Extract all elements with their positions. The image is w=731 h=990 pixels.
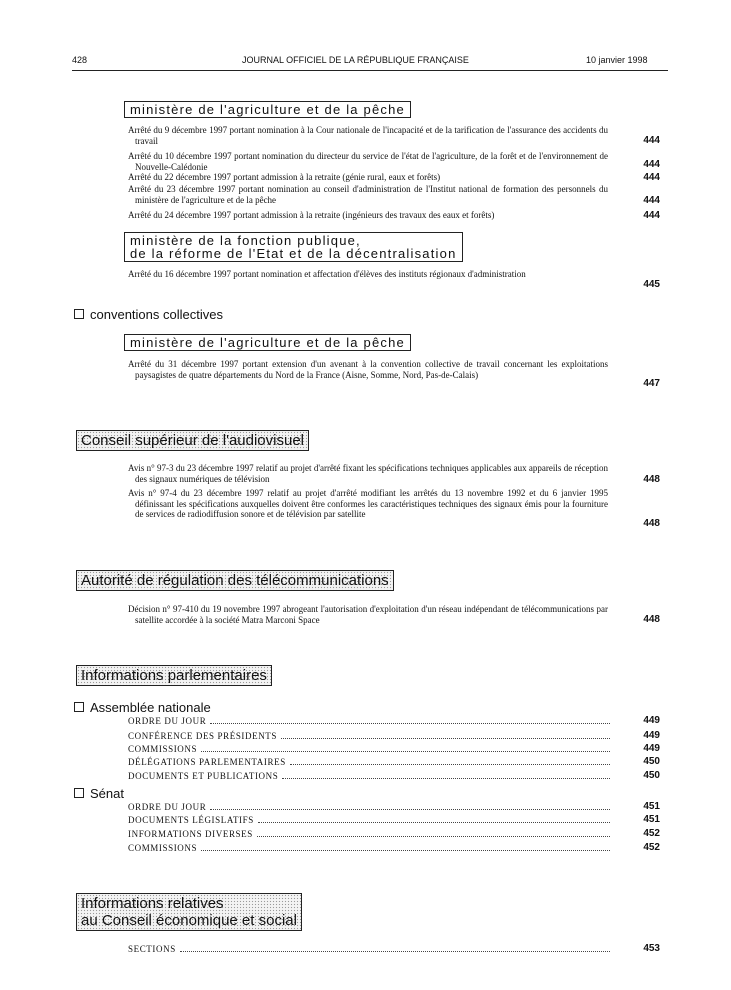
toc-page: 449 [643,730,660,741]
leader-dots [257,835,610,837]
section-banner-art [76,570,394,591]
toc-entry[interactable] [128,210,608,221]
toc-row[interactable] [128,716,610,726]
banner-title: Conseil supérieur de l'audiovisuel [81,432,304,449]
toc-page: 449 [643,743,660,754]
subheading-label: conventions collectives [90,307,223,322]
toc-label: INFORMATIONS DIVERSES [128,829,253,839]
section-banner-parlementaires [76,665,272,686]
toc-label: DOCUMENTS LÉGISLATIFS [128,815,254,825]
entry-page: 444 [643,195,660,206]
banner-title: Informations parlementaires [81,667,267,684]
entry-text: Arrêté du 24 décembre 1997 portant admission à la retraite (ingénieurs des travaux des eaux et forêts) [128,210,495,220]
toc-entry[interactable] [128,125,608,146]
subheading-assemblee [74,700,211,715]
toc-entry[interactable] [128,184,608,205]
journal-title: JOURNAL OFFICIEL DE LA RÉPUBLIQUE FRANÇAISE [242,55,469,65]
entry-text: Avis n° 97-4 du 23 décembre 1997 relatif au projet d'arrêté modifiant les arrêtés du 13 novembre 1992 et du 6 janvier 1995 définissant les spécifications auxquelles doivent être conformes les caractéristiques techniques des signaux émis pour la fourniture de services de radiodiffusion sonore et de télévision par satellite [128,488,608,519]
entry-text: Décision n° 97-410 du 19 novembre 1997 abrogeant l'autorisation d'exploitation d'un réseau indépendant de télécommunications par satellite accordée à la société Matra Marconi Space [128,604,608,625]
section-banner-csa [76,430,309,451]
toc-label: DÉLÉGATIONS PARLEMENTAIRES [128,757,286,767]
checkbox-square-icon [74,309,84,319]
toc-entry[interactable] [128,604,608,625]
section-title-line: de la réforme de l'Etat et de la décentralisation [130,246,457,261]
leader-dots [201,849,610,851]
leader-dots [282,777,610,779]
toc-entry[interactable] [128,463,608,484]
toc-row[interactable] [128,731,610,741]
banner-title: au Conseil économique et social [81,912,297,929]
entry-page: 444 [643,135,660,146]
toc-row[interactable] [128,802,610,812]
subheading-conventions [74,307,223,322]
toc-page: 451 [643,801,660,812]
toc-label: ORDRE DU JOUR [128,716,207,726]
toc-entry[interactable] [128,488,608,520]
toc-row[interactable] [128,815,610,825]
section-title-agriculture: ministère de l'agriculture et de la pêche [124,101,411,118]
toc-page: 453 [643,943,660,954]
toc-entry[interactable] [128,172,608,183]
toc-row[interactable] [128,757,610,767]
section-title-fonction-publique [124,232,463,262]
banner-title: Informations relatives [81,895,224,912]
toc-entry[interactable] [128,269,608,280]
toc-row[interactable] [128,843,610,853]
entry-text: Arrêté du 16 décembre 1997 portant nomination et affectation d'élèves des instituts régionaux d'administration [128,269,526,279]
toc-row[interactable] [128,944,610,954]
section-title-line: ministère de la fonction publique, [130,233,361,248]
page-number: 428 [72,55,88,65]
toc-page: 451 [643,814,660,825]
entry-page: 444 [643,172,660,183]
banner-title: Autorité de régulation des télécommunications [81,572,389,589]
subheading-label: Assemblée nationale [90,700,211,715]
toc-page: 452 [643,842,660,853]
checkbox-square-icon [74,788,84,798]
toc-entry[interactable] [128,359,608,380]
leader-dots [290,763,610,765]
entry-page: 448 [643,474,660,485]
issue-date: 10 janvier 1998 [586,55,648,65]
entry-text: Arrêté du 10 décembre 1997 portant nomination du directeur du service de l'état de l'agriculture, de la forêt et de l'environnement de Nouvelle-Calédonie [128,151,608,172]
section-title-agriculture: ministère de l'agriculture et de la pêche [124,334,411,351]
toc-label: COMMISSIONS [128,744,198,754]
leader-dots [281,737,610,739]
subheading-senat [74,786,124,801]
header-rule [72,70,668,71]
toc-page: 452 [643,828,660,839]
toc-label: DOCUMENTS ET PUBLICATIONS [128,771,279,781]
entry-text: Arrêté du 23 décembre 1997 portant nomination au conseil d'administration de l'Institut national de formation des personnels du ministère de l'agriculture et de la pêche [128,184,608,205]
leader-dots [258,821,610,823]
toc-label: SECTIONS [128,944,176,954]
toc-label: ORDRE DU JOUR [128,802,207,812]
toc-row[interactable] [128,771,610,781]
entry-page: 448 [643,518,660,529]
toc-entry[interactable] [128,151,608,172]
leader-dots [210,722,610,724]
leader-dots [210,808,610,810]
toc-label: CONFÉRENCE DES PRÉSIDENTS [128,731,278,741]
entry-text: Arrêté du 31 décembre 1997 portant extension d'un avenant à la convention collective de travail concernant les exploitations paysagistes de quatre départements du Nord de la France (Aisne, Somme, Nord, Pas-de-Calais) [128,359,608,380]
entry-text: Avis n° 97-3 du 23 décembre 1997 relatif au projet d'arrêté fixant les spécifications techniques applicables aux appareils de réception des signaux numériques de télévision [128,463,608,484]
toc-row[interactable] [128,829,610,839]
entry-page: 447 [643,378,660,389]
entry-page: 445 [643,279,660,290]
toc-label: COMMISSIONS [128,843,198,853]
section-banner-ces [76,893,302,931]
entry-text: Arrêté du 9 décembre 1997 portant nomination à la Cour nationale de l'incapacité et de la tarification de l'assurance des accidents du travail [128,125,608,146]
checkbox-square-icon [74,702,84,712]
toc-page: 450 [643,756,660,767]
toc-row[interactable] [128,744,610,754]
leader-dots [180,950,610,952]
toc-page: 450 [643,770,660,781]
subheading-label: Sénat [90,786,124,801]
toc-page: 449 [643,715,660,726]
leader-dots [201,750,610,752]
entry-page: 448 [643,614,660,625]
entry-page: 444 [643,159,660,170]
entry-text: Arrêté du 22 décembre 1997 portant admission à la retraite (génie rural, eaux et forêts) [128,172,441,182]
entry-page: 444 [643,210,660,221]
